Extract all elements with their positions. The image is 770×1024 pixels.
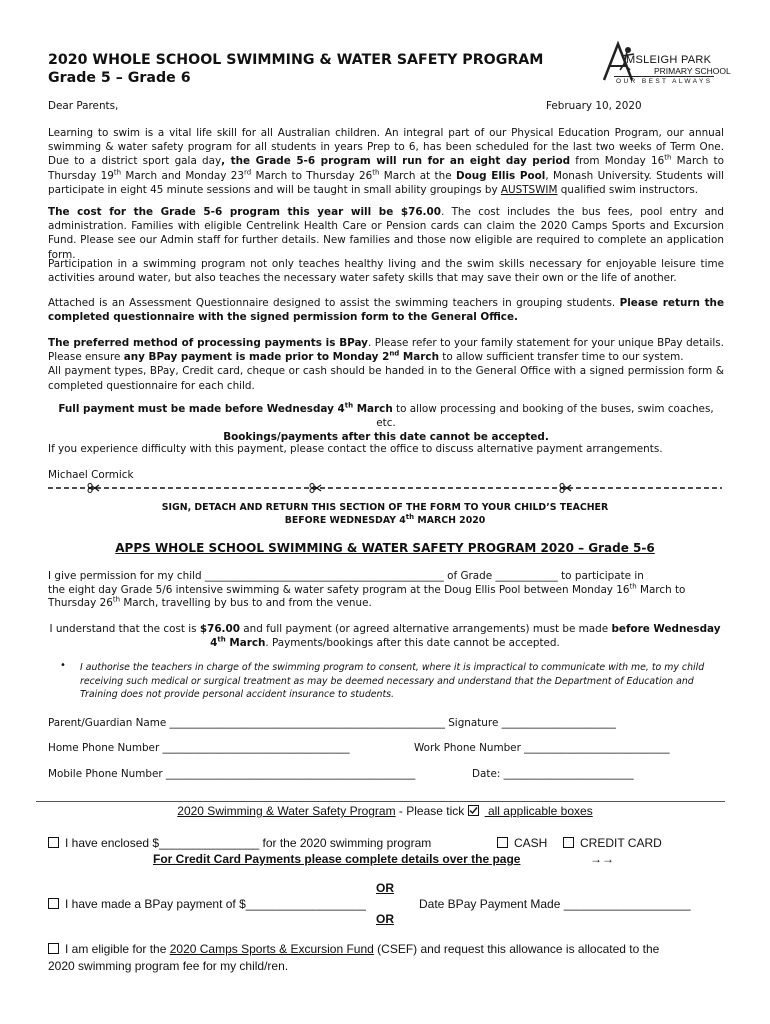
cost-deadline: 4th March. Payments/bookings after this date cannot be accepted. (210, 635, 560, 649)
checkbox-icon[interactable] (48, 898, 59, 909)
school-logo (600, 40, 731, 88)
bpay-date-field[interactable]: Date BPay Payment Made ___________________ (419, 897, 691, 911)
paragraph-difficulty: If you experience difficulty with this payment, please contact the office to discuss alternative payment arrangements. (48, 443, 663, 455)
parent-name-field[interactable]: Parent/Guardian Name _____________________________________________________ Signature ______________________ (48, 717, 616, 729)
logo-name: MSLEIGH PARK (626, 54, 712, 66)
cost-acknowledgement: I understand that the cost is $76.00 and full payment (or agreed alternative arrangements) must be made before Wednesday (49, 623, 721, 635)
logo-motto: OUR BEST ALWAYS (616, 78, 713, 85)
divider (36, 801, 725, 802)
credit-card-option[interactable]: CREDIT CARD (563, 836, 662, 850)
logo-subname: PRIMARY SCHOOL (654, 66, 731, 76)
credit-card-note: For Credit Card Payments please complete details over the page (153, 852, 521, 866)
paragraph-participation: Participation in a swimming program not only teaches healthy living and the swim skills necessary for enjoyable leisure time activities around water, but also teaches the necessary water safety skills that may save their own or the life of another. (48, 258, 724, 285)
permission-line-2: the eight day Grade 5/6 intensive swimming & water safety program at the Doug Ellis Pool between Monday 16th March to (48, 582, 686, 596)
arrow-icons: →→ (590, 852, 614, 866)
page-subtitle: Grade 5 – Grade 6 (48, 70, 191, 86)
greeting: Dear Parents, (48, 100, 119, 112)
home-phone-field[interactable]: Home Phone Number ____________________________________ (48, 742, 350, 754)
enclosed-option[interactable]: I have enclosed $_______________ for the 2020 swimming program (48, 836, 431, 850)
consent-statement: I authorise the teachers in charge of the swimming program to consent, where it is impractical to communicate with me, to my child receiving such medical or surgical treatment as may be deemed necessary and understand that the Department of Education and Training does not provide personal accident insurance to students. (80, 662, 705, 701)
signoff: Michael Cormick (48, 469, 134, 481)
checkbox-icon[interactable] (48, 943, 59, 954)
cash-option[interactable]: CASH (497, 836, 547, 850)
page-title: 2020 WHOLE SCHOOL SWIMMING & WATER SAFETY PROGRAM (48, 52, 544, 68)
form-title: APPS WHOLE SCHOOL SWIMMING & WATER SAFETY PROGRAM 2020 – Grade 5-6 (115, 541, 655, 555)
checked-box-icon (468, 805, 479, 816)
paragraph-payment: The preferred method of processing payments is BPay. Please refer to your family statement for your unique BPay details. Please ensure any BPay payment is made prior to Monday 2nd March to allow sufficient transfer time to our system. All payment types, BPay, Credit card, cheque or cash should be handed in to the General Office with a signed permission form & completed questionnaire for each child. (48, 337, 724, 392)
work-phone-field[interactable]: Work Phone Number ____________________________ (414, 742, 670, 754)
or-separator-1: OR (376, 881, 394, 895)
detach-instruction: SIGN, DETACH AND RETURN THIS SECTION OF THE FORM TO YOUR CHILD’S TEACHER (161, 502, 609, 513)
payment-heading: 2020 Swimming & Water Safety Program - Please tick all applicable boxes (177, 804, 593, 818)
paragraph-cost: The cost for the Grade 5-6 program this year will be $76.00. The cost includes the bus fees, pool entry and administration. Families with eligible Centrelink Health Care or Pension cards can claim the 2020 Camps Sports and Excursion Fund. Please see our Admin staff for further details. New families and those now eligible are required to complete an application form. (48, 206, 724, 261)
permission-line-3: Thursday 26th March, travelling by bus to and from the venue. (48, 595, 372, 609)
permission-line-1: I give permission for my child ______________________________________________ of Grade ____________ to participate in (48, 570, 644, 582)
checkbox-icon[interactable] (48, 837, 59, 848)
letter-date: February 10, 2020 (546, 100, 642, 112)
checkbox-icon[interactable] (563, 837, 574, 848)
detach-deadline: BEFORE WEDNESDAY 4th MARCH 2020 (284, 512, 486, 526)
bullet-icon: • (60, 660, 66, 671)
date-field[interactable]: Date: _________________________ (472, 768, 634, 780)
paragraph-intro: Learning to swim is a vital life skill for all Australian children. An integral part of our Physical Education Program, our annual swimming & water safety program for all students in years Prep to 6, has been scheduled for the last two weeks of Term One. Due to a district sport gala day, the Grade 5-6 program will run for an eight day period from Monday 16th March to Thursday 19th March and Monday 23rd March to Thursday 26th March at the Doug Ellis Pool, Monash University. Students will participate in eight 45 minute sessions and will be taught in small ability groupings by AUSTSWIM qualified swim instructors. (48, 127, 725, 196)
csef-continued: 2020 swimming program fee for my child/ren. (48, 959, 289, 973)
checkbox-icon[interactable] (497, 837, 508, 848)
paragraph-questionnaire: Attached is an Assessment Questionnaire designed to assist the swimming teachers in grouping students. Please return the completed questionnaire with the signed permission form to the General Office. (48, 297, 724, 324)
mobile-phone-field[interactable]: Mobile Phone Number ________________________________________________ (48, 768, 416, 780)
detach-line (48, 483, 722, 493)
csef-option[interactable]: I am eligible for the 2020 Camps Sports & Excursion Fund (CSEF) and request this allowance is allocated to the (48, 942, 659, 956)
paragraph-deadline: Full payment must be made before Wednesday 4th March to allow processing and booking of the buses, swim coaches, etc. Bookings/payments after this date cannot be accepted. (58, 401, 714, 444)
bpay-option[interactable]: I have made a BPay payment of $__________________ (48, 897, 366, 911)
or-separator-2: OR (376, 912, 394, 926)
